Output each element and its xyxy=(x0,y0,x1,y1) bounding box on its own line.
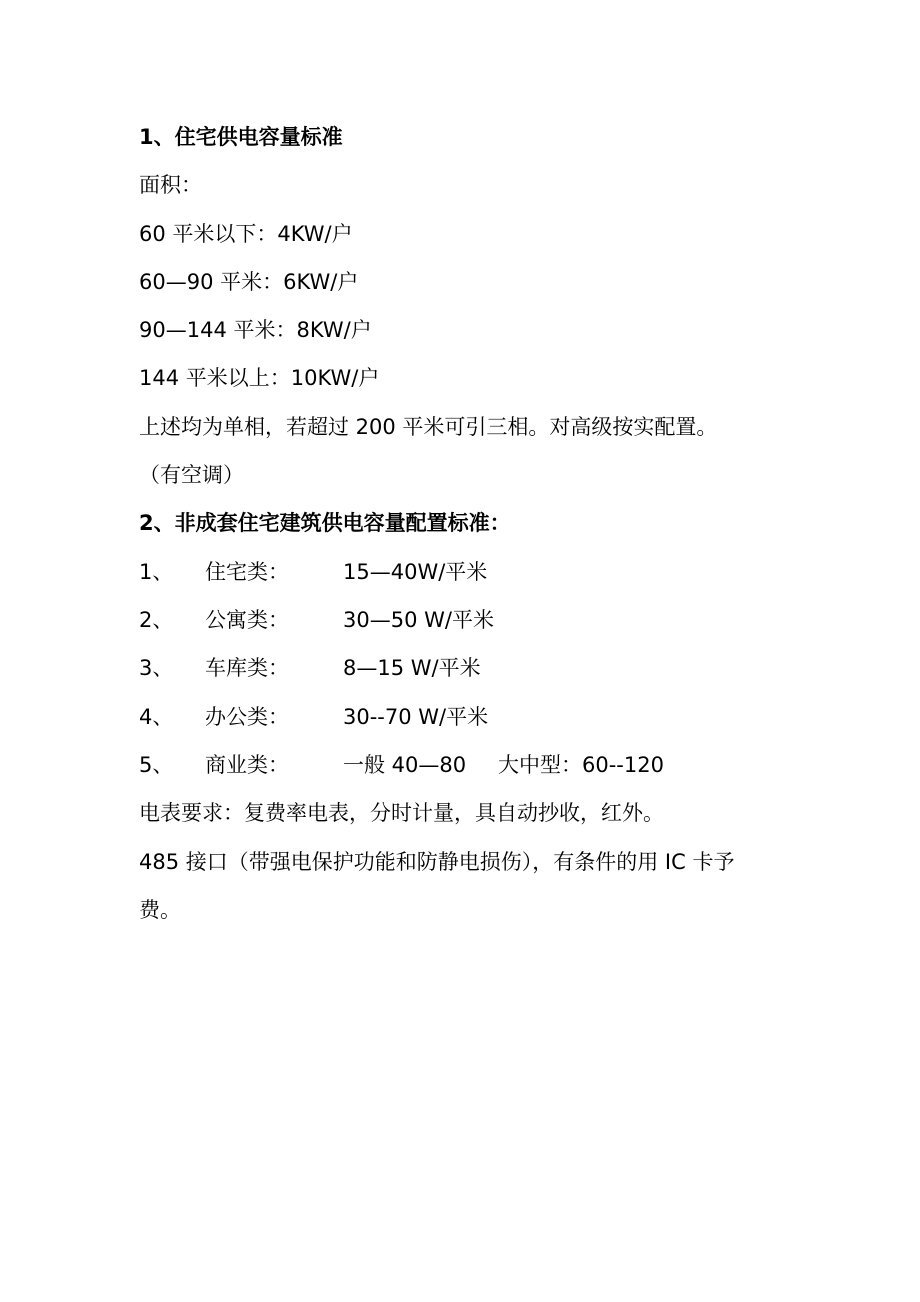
area-label: 面积： xyxy=(139,173,202,197)
tier-line: 60 平米以下：4KW/户 xyxy=(139,222,353,246)
meter-interface: 485 接口（带强电保护功能和防静电损伤），有条件的用 IC 卡予 xyxy=(139,850,735,874)
row-value: 15—40W/平米 xyxy=(343,560,488,584)
row-number: 4、 xyxy=(139,705,174,729)
row-number: 2、 xyxy=(139,608,174,632)
row-category: 商业类： xyxy=(205,753,289,777)
row-number: 1、 xyxy=(139,560,174,584)
row-value: 8—15 W/平米 xyxy=(343,656,481,680)
note-line-aircon: （有空调） xyxy=(139,463,244,487)
section2-heading: 2、非成套住宅建筑供电容量配置标准： xyxy=(139,511,511,535)
tier-line: 144 平米以上：10KW/户 xyxy=(139,366,380,390)
row-number: 3、 xyxy=(139,656,174,680)
row-category: 公寓类： xyxy=(205,608,289,632)
row-category: 办公类： xyxy=(205,705,289,729)
section1-heading: 1、住宅供电容量标准 xyxy=(139,125,343,149)
row-number: 5、 xyxy=(139,753,174,777)
row-value: 30—50 W/平米 xyxy=(343,608,494,632)
row-value: 30--70 W/平米 xyxy=(343,705,489,729)
meter-interface-cont: 费。 xyxy=(139,898,181,922)
tier-line: 60—90 平米：6KW/户 xyxy=(139,270,359,294)
row-extra-value: 大中型：60--120 xyxy=(498,753,664,777)
row-value: 一般 40—80 xyxy=(343,753,467,777)
tier-line: 90—144 平米：8KW/户 xyxy=(139,318,372,342)
note-line: 上述均为单相，若超过 200 平米可引三相。对高级按实配置。 xyxy=(139,415,718,439)
row-category: 住宅类： xyxy=(205,560,289,584)
row-category: 车库类： xyxy=(205,656,289,680)
meter-requirement: 电表要求：复费率电表，分时计量，具自动抄收，红外。 xyxy=(139,801,664,825)
